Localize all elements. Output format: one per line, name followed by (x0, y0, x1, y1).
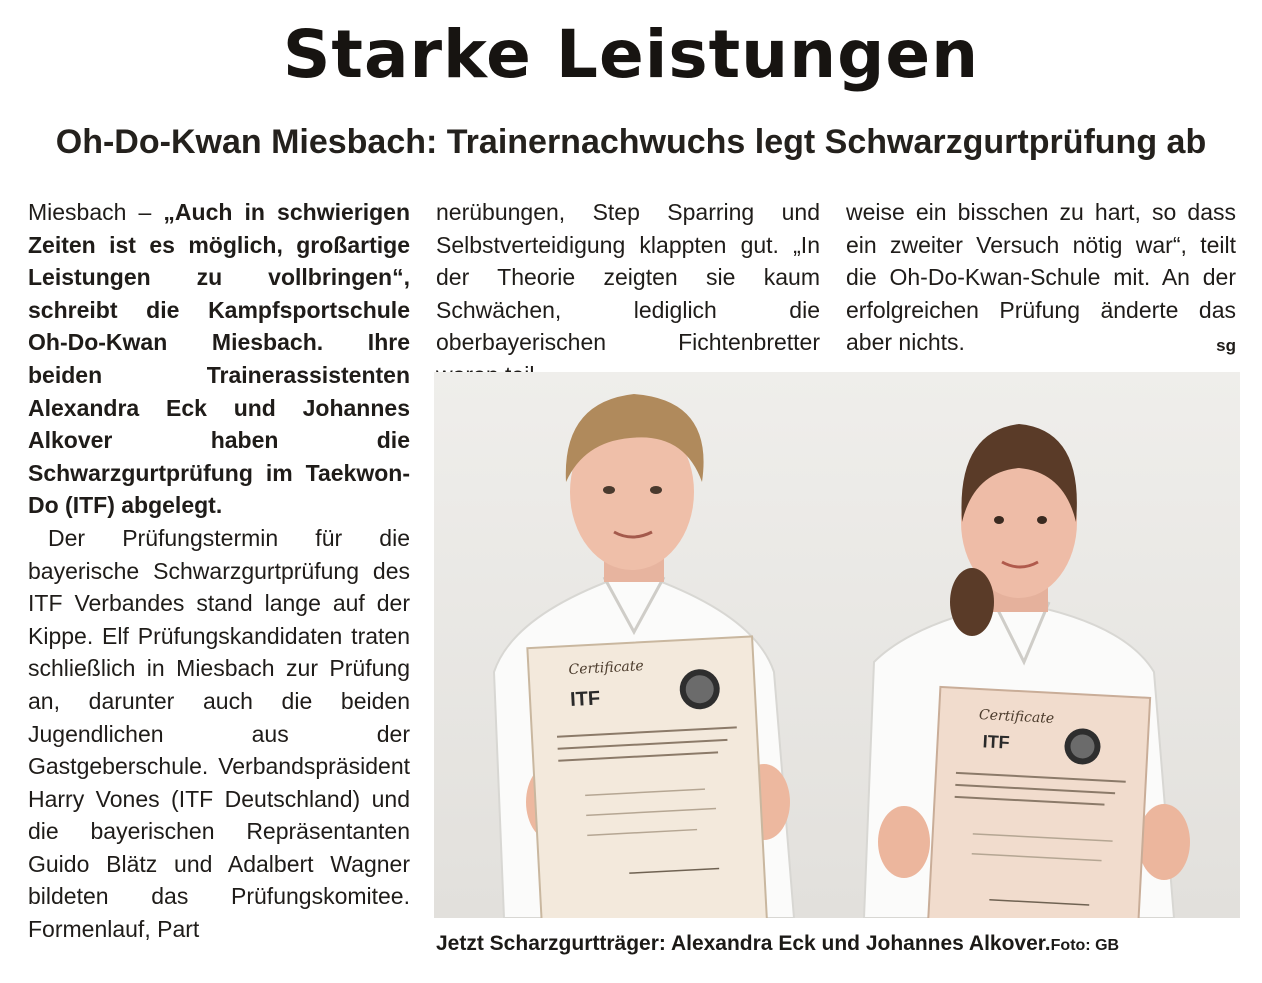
photo-credit: Foto: GB (1050, 937, 1120, 954)
certificate-right (927, 687, 1150, 918)
certificate-left (527, 636, 767, 918)
article-photo (434, 372, 1240, 918)
photo-scene (434, 372, 1240, 918)
certificate-title: Certificate (568, 658, 645, 679)
photo-caption (436, 930, 1240, 960)
certificate-logo-right: ITF (982, 731, 1011, 753)
lead-text: „Auch in schwierigen Zeiten ist es möglich, großartige Leistungen zu vollbringen“, schreibt die Kampfsportschule Oh-Do-Kwan Miesbach. Ihre beiden Trainerassistenten Alexandra Eck und Johannes Alkover haben die Schwarzgurtprüfung im Taekwon-Do (ITF) abgelegt. (28, 199, 410, 519)
article-column-2 (436, 196, 820, 392)
certificate-logo: ITF (569, 687, 601, 712)
headline: Starke Leistungen (282, 16, 980, 93)
certificate-title-right: Certificate (978, 706, 1055, 727)
author-initials: sg (1216, 336, 1236, 356)
column-2-text: nerübungen, Step Sparring und Selbstverteidigung klappten gut. „In der Theorie zeigten sie kaum Schwächen, lediglich die oberbayerischen Fichtenbretter (436, 199, 820, 356)
dateline: Miesbach – (28, 199, 164, 225)
article-column-3 (846, 196, 1236, 363)
lead-paragraph (28, 196, 410, 522)
column-3-text: weise ein bisschen zu hart, so dass ein zweiter Versuch nötig war“, teilt die Oh-Do-Kwan-Schule mit. An der erfolgreichen Prüfung änderte das aber nichts. sg (846, 196, 1236, 359)
article-column-1 (28, 196, 410, 946)
subheadline: Oh-Do-Kwan Miesbach: Trainernachwuchs legt Schwarzgurtprüfung ab (55, 123, 1207, 161)
caption-text: Jetzt Scharzgurtträger: Alexandra Eck und Johannes Alkover. (436, 932, 1051, 955)
body-paragraph: Der Prüfungstermin für die bayerische Schwarzgurtprüfung des ITF Verbandes stand lange auf der Kippe. Elf Prüfungskandidaten traten schließlich in Miesbach zur Prüfung an, darunter auch die beiden Jugendlichen aus der Gastgeberschule. Verbandspräsident Harry Vones (ITF Deutschland) und die bayerischen Repräsentanten Guido Blätz und Adalbert Wagner bildeten das Prüfungskomitee. Formenlauf, Part (28, 524, 410, 943)
